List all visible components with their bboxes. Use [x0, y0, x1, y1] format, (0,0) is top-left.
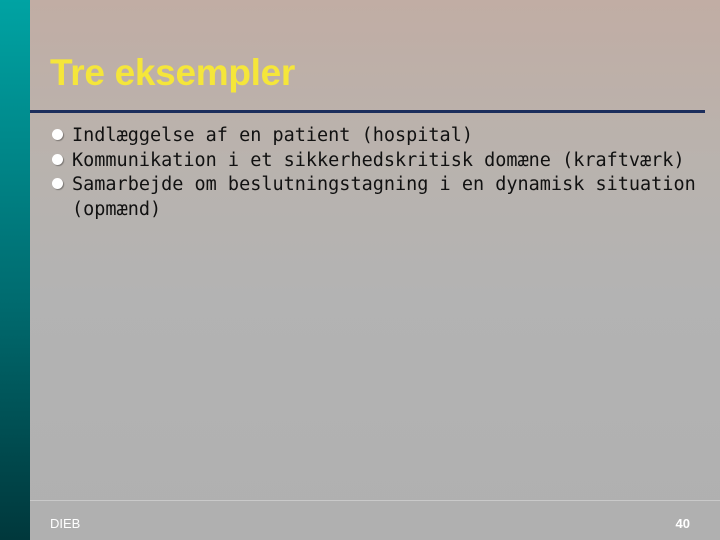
page-number: 40: [675, 516, 690, 531]
bullet-text: Kommunikation i et sikkerhedskritisk domæne (kraftværk): [72, 149, 685, 171]
bullet-item: [52, 149, 707, 174]
bullet-list: [52, 124, 707, 222]
bullet-dot-icon: [52, 129, 63, 140]
bullet-item: [52, 173, 707, 222]
side-accent-bar: [0, 0, 30, 540]
bullet-text: Samarbejde om beslutningstagning i en dynamisk situation (opmænd): [72, 174, 696, 220]
title-divider: [30, 110, 705, 113]
bullet-dot-icon: [52, 154, 63, 165]
bullet-dot-icon: [52, 178, 63, 189]
bullet-text: Indlæggelse af en patient (hospital): [72, 125, 473, 146]
bullet-item: [52, 124, 707, 149]
slide-title: Tre eksempler: [50, 52, 295, 93]
footer-divider: [30, 500, 720, 501]
footer-label: DIEB: [50, 516, 81, 531]
